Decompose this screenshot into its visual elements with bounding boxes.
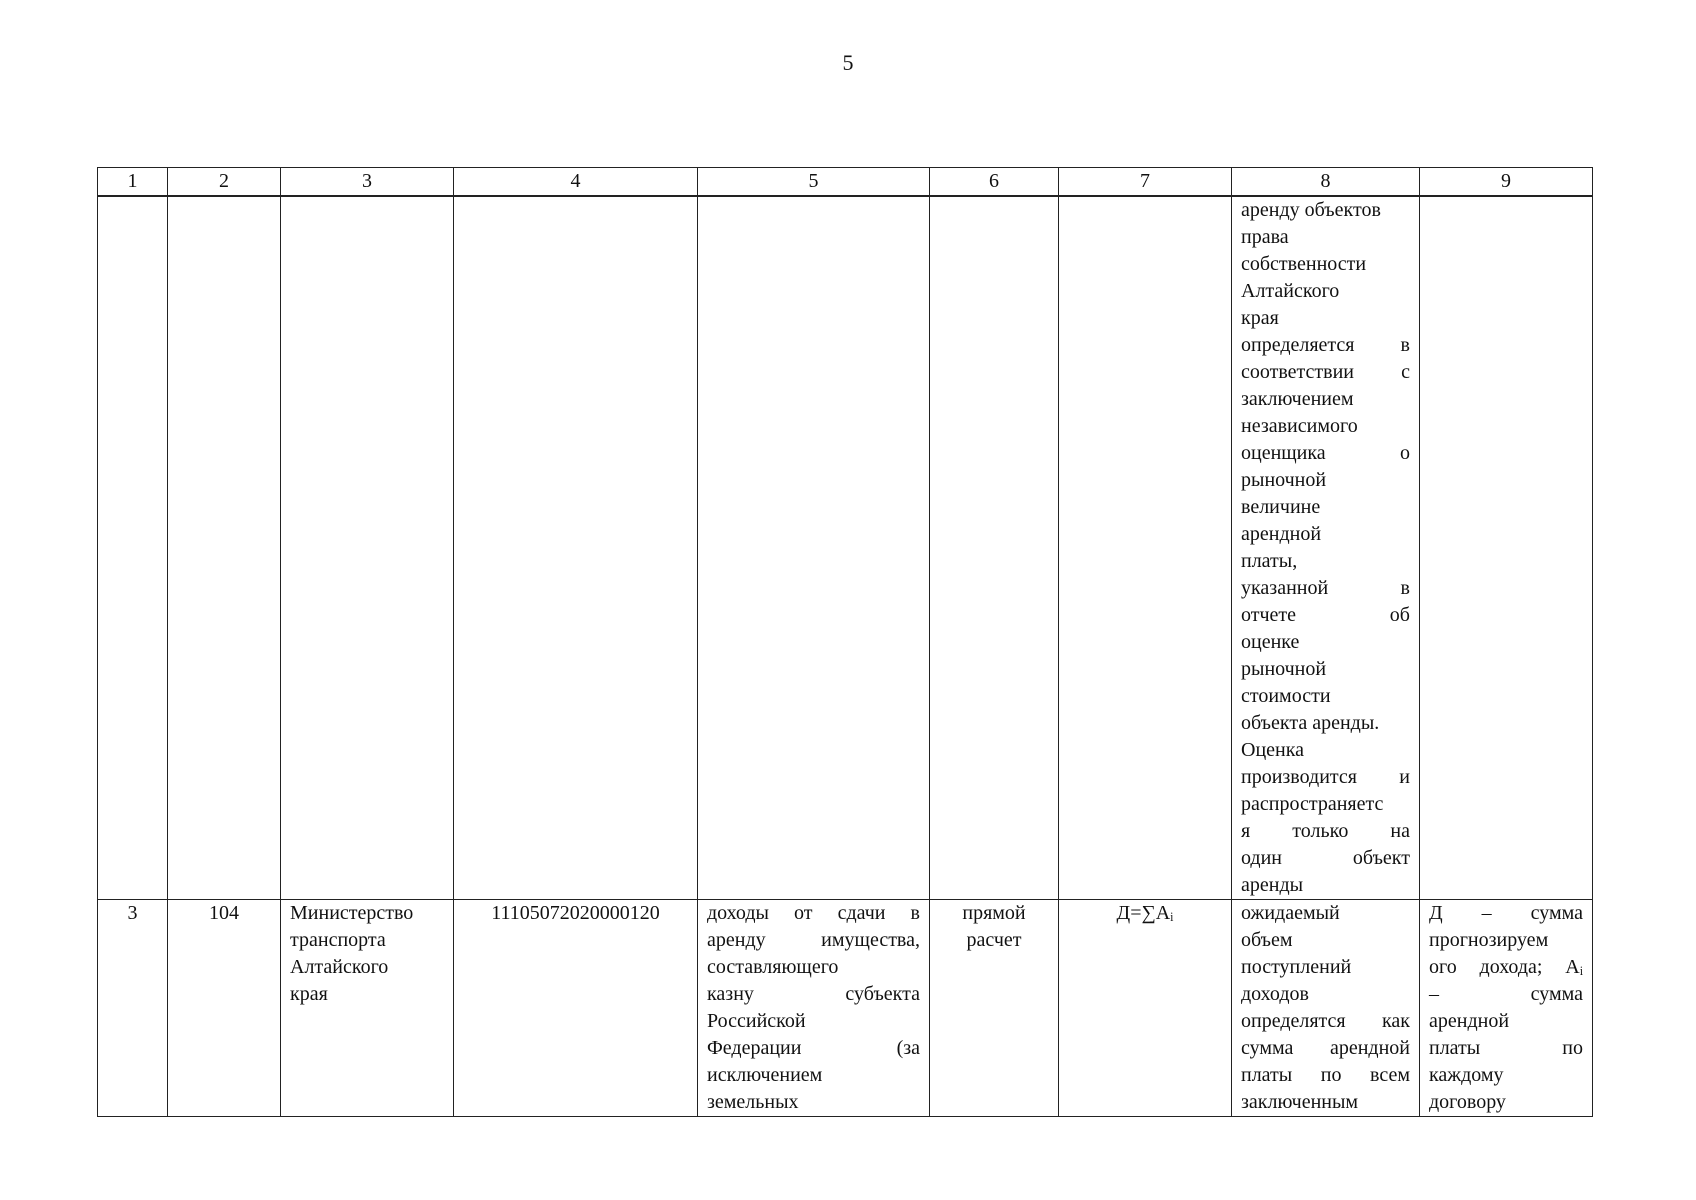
cont-cell-4 <box>454 196 698 900</box>
admin-code-cell: 104 <box>168 900 281 1117</box>
text-line: поступлений <box>1241 956 1352 978</box>
text-line: аренды <box>1241 874 1304 896</box>
text-line: аренду объектов <box>1241 199 1381 221</box>
text-line: Российской <box>707 1010 806 1032</box>
formula-legend-cell <box>1420 900 1593 1117</box>
text-line: договору <box>1429 1091 1506 1113</box>
budget-code-cell: 11105072020000120 <box>454 900 698 1117</box>
column-header-6: 6 <box>930 168 1059 197</box>
text-line: права <box>1241 226 1289 248</box>
column-header-8: 8 <box>1232 168 1420 197</box>
text-line: собственности <box>1241 253 1367 275</box>
text-line: заключенным <box>1241 1091 1359 1113</box>
revenue-forecast-table <box>97 167 1593 1117</box>
text-line: объекта аренды. <box>1241 712 1380 734</box>
text-line: один объект <box>1241 847 1410 869</box>
text-line: Министерство <box>290 902 414 924</box>
column-header-3: 3 <box>281 168 454 197</box>
method-text-lines <box>1241 197 1410 899</box>
text-line: оценке <box>1241 631 1300 653</box>
text-line: Федерации (за <box>707 1037 920 1059</box>
text-line: Алтайского <box>1241 280 1340 302</box>
column-header-7: 7 <box>1059 168 1232 197</box>
column-header-4: 4 <box>454 168 698 197</box>
text-line: производится и <box>1241 766 1410 788</box>
text-line: независимого <box>1241 415 1358 437</box>
revenue-name-cell <box>698 900 930 1117</box>
text-line: – сумма <box>1429 983 1583 1005</box>
text-line: объем <box>1241 929 1293 951</box>
text-line: соответствии с <box>1241 361 1410 383</box>
text-line: арендной <box>1241 523 1322 545</box>
text-line: платы по всем <box>1241 1064 1410 1086</box>
cont-cell-6 <box>930 196 1059 900</box>
text-line: платы, <box>1241 550 1298 572</box>
calculation-algorithm-lines <box>1241 900 1410 1116</box>
administrator-name-cell <box>281 900 454 1117</box>
text-line: рыночной <box>1241 469 1327 491</box>
text-line: составляющего <box>707 956 839 978</box>
column-number-header-row <box>98 168 1593 197</box>
text-line: прямой <box>962 902 1026 924</box>
text-line: прогнозируем <box>1429 929 1549 951</box>
column-header-5: 5 <box>698 168 930 197</box>
text-line: Оценка <box>1241 739 1305 761</box>
cont-cell-9 <box>1420 196 1593 900</box>
text-line: заключением <box>1241 388 1354 410</box>
text-line: земельных <box>707 1091 799 1113</box>
text-line: края <box>1241 307 1279 329</box>
administrator-name-lines <box>290 900 444 1008</box>
column-header-9: 9 <box>1420 168 1593 197</box>
text-line: ожидаемый <box>1241 902 1340 924</box>
text-line: сумма арендной <box>1241 1037 1410 1059</box>
cont-cell-2 <box>168 196 281 900</box>
forecast-method-lines <box>939 900 1049 954</box>
text-line: Алтайского <box>290 956 389 978</box>
text-line: распространяетс <box>1241 793 1384 815</box>
column-header-1: 1 <box>98 168 168 197</box>
text-line: исключением <box>707 1064 823 1086</box>
cont-cell-5 <box>698 196 930 900</box>
text-line: казну субъекта <box>707 983 920 1005</box>
text-line: указанной в <box>1241 577 1410 599</box>
cont-cell-1 <box>98 196 168 900</box>
text-line: рыночной <box>1241 658 1327 680</box>
text-line: стоимости <box>1241 685 1331 707</box>
text-line: каждому <box>1429 1064 1504 1086</box>
text-line: я только на <box>1241 820 1410 842</box>
continuation-row <box>98 196 1593 900</box>
cont-cell-7 <box>1059 196 1232 900</box>
text-line: ого дохода; Аᵢ <box>1429 956 1583 978</box>
text-line: транспорта <box>290 929 386 951</box>
formula-cell: Д=∑Аᵢ <box>1059 900 1232 1117</box>
text-line: оценщика о <box>1241 442 1410 464</box>
cont-cell-3 <box>281 196 454 900</box>
text-line: величине <box>1241 496 1321 518</box>
cont-cell-8-method-text <box>1232 196 1420 900</box>
column-header-2: 2 <box>168 168 281 197</box>
text-line: определяется в <box>1241 334 1410 356</box>
text-line: отчете об <box>1241 604 1410 626</box>
text-line: края <box>290 983 328 1005</box>
text-line: определятся как <box>1241 1010 1410 1032</box>
calculation-algorithm-cell <box>1232 900 1420 1117</box>
text-line: расчет <box>966 929 1022 951</box>
table-row-3 <box>98 900 1593 1117</box>
formula-legend-lines <box>1429 900 1583 1116</box>
text-line: доходов <box>1241 983 1309 1005</box>
text-line: платы по <box>1429 1037 1583 1059</box>
revenue-name-lines <box>707 900 920 1116</box>
page-number: 5 <box>842 50 854 75</box>
row-number-cell: 3 <box>98 900 168 1117</box>
text-line: аренду имущества, <box>707 929 920 951</box>
forecast-method-cell <box>930 900 1059 1117</box>
text-line: доходы от сдачи в <box>707 902 920 924</box>
text-line: арендной <box>1429 1010 1510 1032</box>
text-line: Д – сумма <box>1429 902 1583 924</box>
